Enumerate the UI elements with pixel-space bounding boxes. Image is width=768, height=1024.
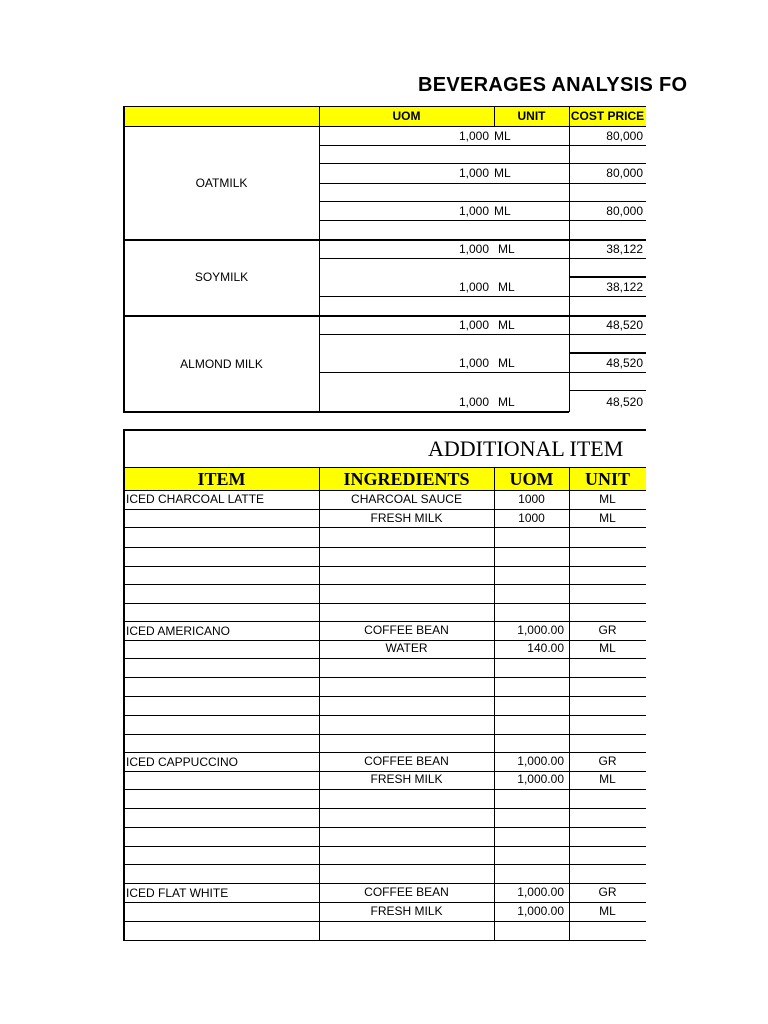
item-name: ICED FLAT WHITE: [126, 886, 229, 900]
almond-row3-uom: 1,000: [458, 395, 489, 409]
item-unit: ML: [599, 641, 616, 655]
group-name-almond-milk: ALMOND MILK: [180, 357, 263, 371]
item-name: ICED AMERICANO: [126, 624, 231, 638]
item-ingredient: COFFEE BEAN: [364, 623, 449, 637]
header-unit: UNIT: [517, 109, 546, 123]
almond-row2-uom: 1,000: [458, 356, 489, 370]
item-ingredient: FRESH MILK: [370, 511, 443, 525]
header-cost-price: COST PRICE: [570, 109, 645, 123]
oat-row3-unit: ML: [494, 204, 511, 218]
item-unit: ML: [599, 904, 616, 918]
header-add-uom: UOM: [509, 469, 554, 489]
almond-row1-uom: 1,000: [458, 318, 489, 332]
item-unit: ML: [599, 492, 616, 506]
almond-row3-unit: ML: [498, 395, 515, 409]
header-add-unit: UNIT: [584, 469, 630, 489]
item-unit: ML: [599, 772, 616, 786]
item-uom: 1000: [518, 511, 545, 525]
item-name: ICED CHARCOAL LATTE: [126, 492, 265, 506]
oat-row1-uom: 1,000: [458, 129, 489, 143]
soy-row1-cost: 38,122: [606, 242, 643, 256]
item-ingredient: COFFEE BEAN: [364, 754, 449, 768]
soy-row2-unit: ML: [498, 280, 515, 294]
soy-row2-uom: 1,000: [458, 280, 489, 294]
almond-row1-unit: ML: [498, 318, 515, 332]
page-title: BEVERAGES ANALYSIS FO: [418, 74, 688, 96]
item-name: ICED CAPPUCCINO: [126, 755, 239, 769]
oat-row1-unit: ML: [494, 129, 511, 143]
item-ingredient: COFFEE BEAN: [364, 885, 449, 899]
item-unit: GR: [598, 754, 617, 768]
almond-row2-unit: ML: [498, 356, 515, 370]
oat-row2-uom: 1,000: [458, 166, 489, 180]
header-item: ITEM: [197, 469, 246, 489]
item-uom: 1,000.00: [517, 754, 564, 768]
oat-row2-cost: 80,000: [606, 166, 643, 180]
oat-row3-uom: 1,000: [458, 204, 489, 218]
item-unit: ML: [599, 511, 616, 525]
header-ingredients: INGREDIENTS: [343, 469, 470, 489]
soy-row2-cost: 38,122: [606, 280, 643, 294]
almond-row2-cost: 48,520: [606, 356, 643, 370]
header-uom: UOM: [392, 109, 421, 123]
item-ingredient: WATER: [385, 641, 428, 655]
additional-item-title: ADDITIONAL ITEM: [428, 436, 624, 461]
item-ingredient: FRESH MILK: [370, 772, 443, 786]
item-uom: 1,000.00: [517, 772, 564, 786]
almond-row3-cost: 48,520: [606, 395, 643, 409]
oat-row3-cost: 80,000: [606, 204, 643, 218]
oat-row2-unit: ML: [494, 166, 511, 180]
soy-row1-unit: ML: [498, 242, 515, 256]
oat-row1-cost: 80,000: [606, 129, 643, 143]
item-uom: 1000: [518, 492, 545, 506]
item-ingredient: FRESH MILK: [370, 904, 443, 918]
group-name-soymilk: SOYMILK: [194, 270, 249, 284]
almond-row1-cost: 48,520: [606, 318, 643, 332]
item-uom: 140.00: [527, 641, 564, 655]
item-uom: 1,000.00: [517, 623, 564, 637]
item-uom: 1,000.00: [517, 904, 564, 918]
item-unit: GR: [598, 623, 617, 637]
group-name-oatmilk: OATMILK: [195, 176, 248, 190]
item-unit: GR: [598, 885, 617, 899]
item-ingredient: CHARCOAL SAUCE: [351, 492, 462, 506]
soy-row1-uom: 1,000: [458, 242, 489, 256]
item-uom: 1,000.00: [517, 885, 564, 899]
